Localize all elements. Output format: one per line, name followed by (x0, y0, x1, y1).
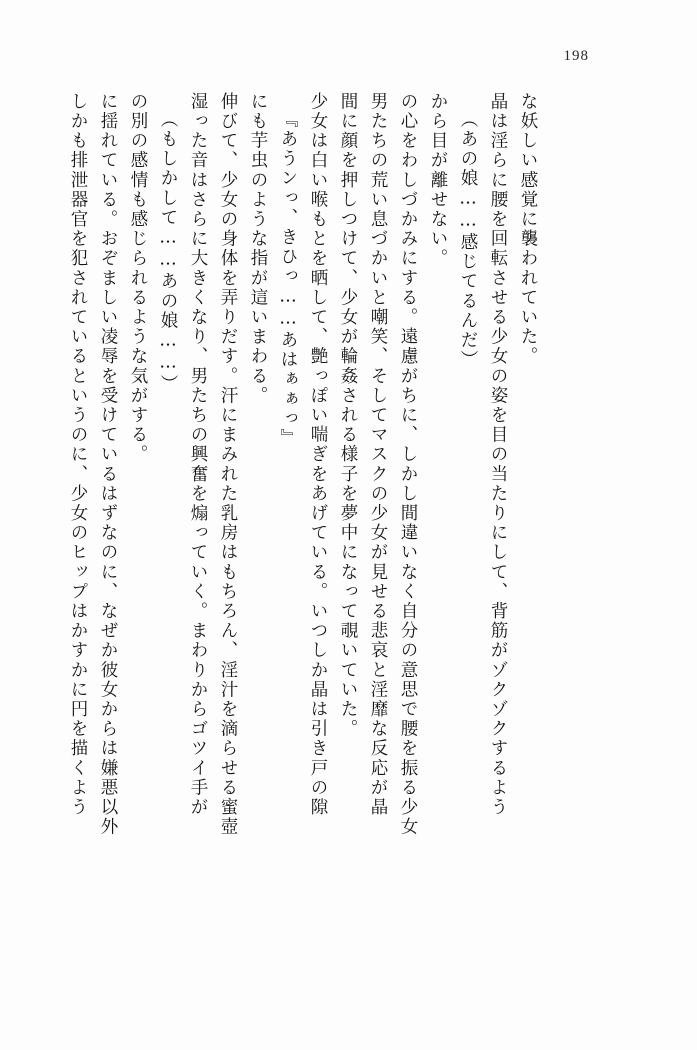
text-column: の別の感情も感じられるような気がする。 (128, 92, 148, 465)
text-column: 少女は白い喉もとを晒して、艶っぽい喘ぎをあげている。いつしか晶は引き戸の隙 (308, 92, 328, 818)
text-column: 『あうンっ、きひっ……あはぁぁっ』 (278, 110, 298, 449)
text-column: しかも排泄器官を犯されているというのに、少女のヒップはかすかに円を描くよう (68, 92, 88, 818)
text-column: （もしかして……あの娘……） (158, 110, 178, 395)
text-column: 晶は淫らに腰を回転させる少女の姿を目の当たりにして、背筋がゾクゾクするよう (488, 92, 508, 818)
text-column: 伸びて、少女の身体を弄りだす。汗にまみれた乳房はもちろん、淫汁を滴らせる蜜壺 (218, 92, 238, 837)
text-column: に揺れている。おぞましい凌辱を受けているはずなのに、なぜか彼女からは嫌悪以外 (98, 92, 118, 837)
vertical-text-body (56, 92, 617, 972)
text-column: から目が離せない。 (428, 92, 448, 269)
text-column: （あの娘……感じてるんだ） (458, 110, 478, 370)
text-column: な妖しい感覚に襲われていた。 (518, 92, 538, 367)
text-column: 男たちの荒い息づかいと嘲笑、そしてマスクの少女が見せる悲哀と淫靡な反応が晶 (368, 92, 388, 818)
text-column: の心をわしづかみにする。遠慮がちに、しかし間違いなく自分の意思で腰を振る少女 (398, 92, 418, 837)
text-column: にも芋虫のような指が這いまわる。 (248, 92, 268, 406)
text-column: 湿った音はさらに大きくなり、男たちの興奮を煽っていく。まわりからゴツイ手が (188, 92, 208, 818)
page-number: 198 (563, 48, 589, 64)
text-column: 間に顔を押しつけて、少女が輪姦される様子を夢中になって覗いていた。 (338, 92, 358, 739)
